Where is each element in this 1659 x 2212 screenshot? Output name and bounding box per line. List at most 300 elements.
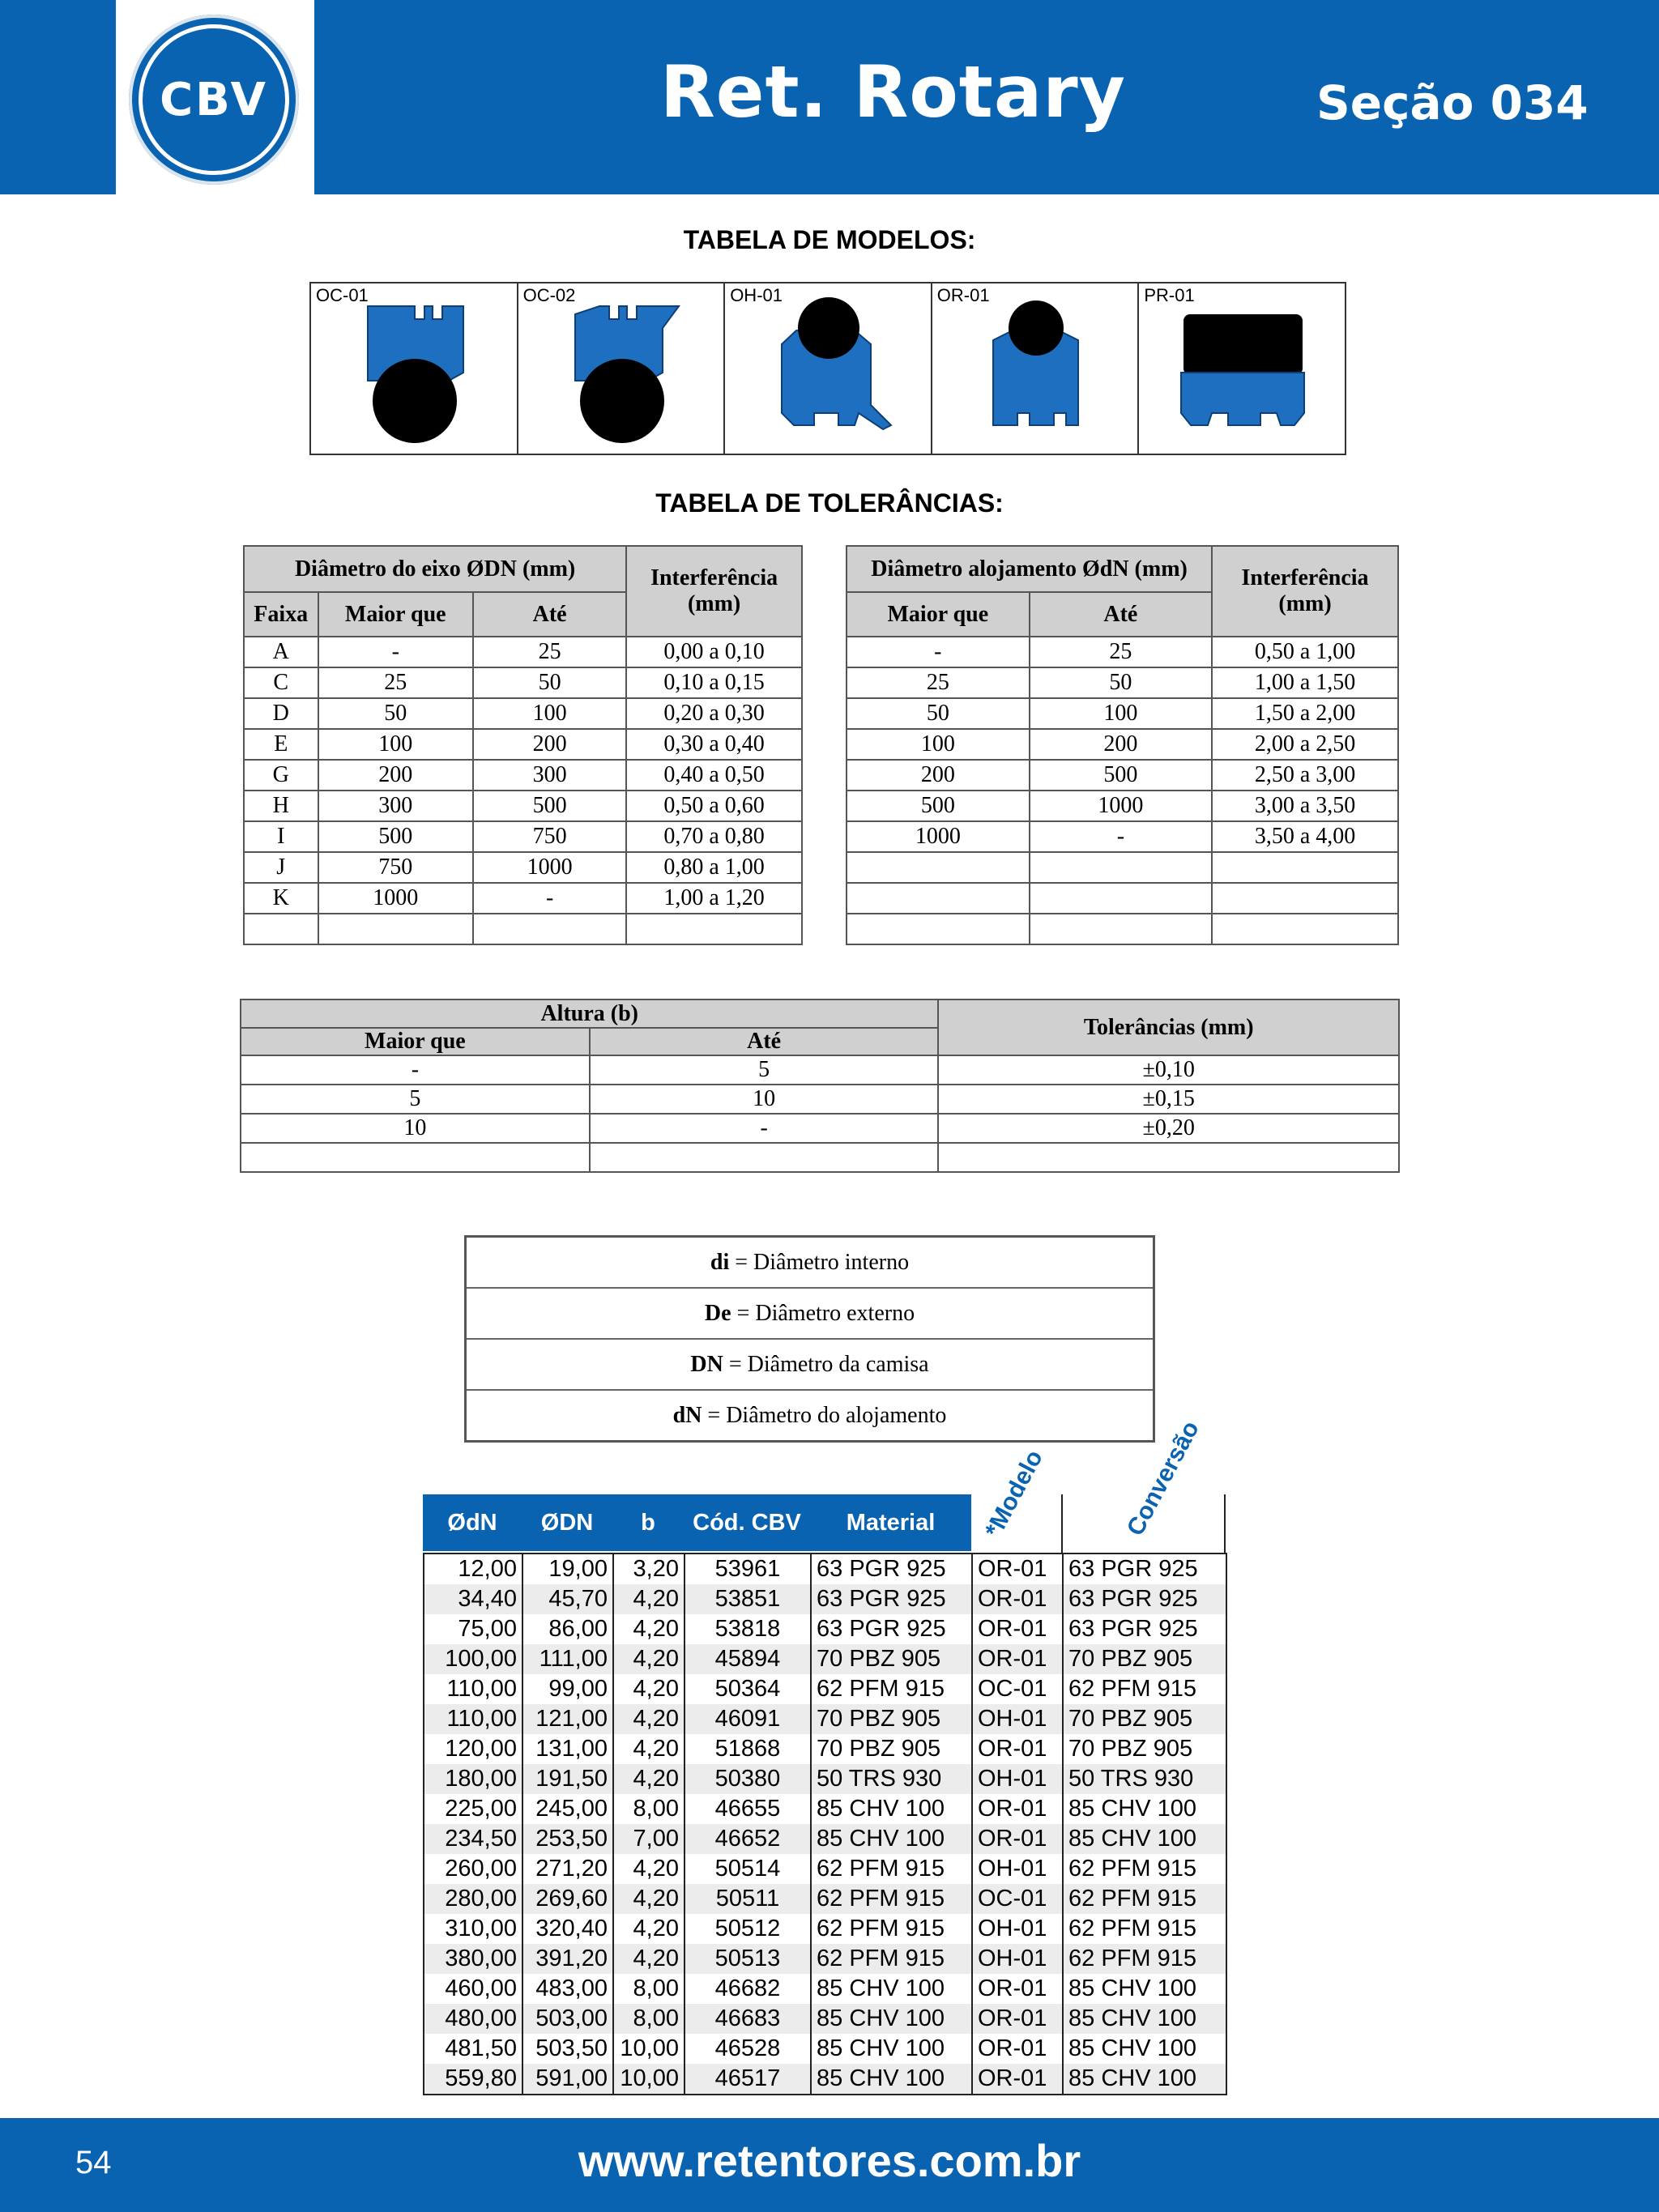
table-row: [241, 1055, 1399, 1085]
table-row: [424, 1974, 1226, 2004]
table-row: [424, 1794, 1226, 1824]
table-cell: A: [244, 637, 318, 667]
legend-abbr: DN: [690, 1352, 723, 1377]
table-cell: 25: [847, 667, 1030, 698]
header-material: Material: [846, 1510, 936, 1536]
table-row: [424, 1944, 1226, 1974]
cell-dn-housing: 460,00: [424, 1974, 522, 2004]
table-cell: 1000: [1030, 791, 1212, 821]
logo-box: [116, 0, 314, 194]
cell-dn-shaft: 111,00: [522, 1644, 613, 1674]
table-row: [424, 1764, 1226, 1794]
housing-tolerance-table: [846, 545, 1399, 945]
cell-modelo: OR-01: [972, 1614, 1063, 1644]
model-oc-02: OC-02: [518, 283, 726, 454]
table-cell: [473, 914, 626, 944]
cell-dn-housing: 280,00: [424, 1884, 522, 1914]
page-number: 54: [75, 2145, 112, 2180]
table-cell: H: [244, 791, 318, 821]
table-cell: 3,00 a 3,50: [1212, 791, 1398, 821]
table-cell: [241, 1143, 590, 1172]
legend-item: [467, 1238, 1153, 1289]
table-row: [424, 2004, 1226, 2034]
cell-cod-cbv: 46682: [684, 1974, 811, 2004]
table-cell: 0,80 a 1,00: [626, 852, 802, 883]
table-row: [424, 1824, 1226, 1854]
pr-01-profile-icon: [1139, 283, 1344, 454]
cell-modelo: OR-01: [972, 2034, 1063, 2064]
table-row: [424, 1614, 1226, 1644]
cell-b: 7,00: [613, 1824, 684, 1854]
col-faixa: Faixa: [244, 592, 318, 637]
cell-conversao: 62 PFM 915: [1063, 1914, 1226, 1944]
table-row: [244, 637, 802, 667]
table-row: [424, 1674, 1226, 1704]
cell-b: 4,20: [613, 1704, 684, 1734]
table-cell: 0,50 a 1,00: [1212, 637, 1398, 667]
table-cell: 1,00 a 1,50: [1212, 667, 1398, 698]
cell-material: 85 CHV 100: [811, 2064, 972, 2095]
cell-dn-housing: 34,40: [424, 1584, 522, 1614]
model-or-01: OR-01: [932, 283, 1140, 454]
cell-modelo: OR-01: [972, 1824, 1063, 1854]
cell-modelo: OH-01: [972, 1764, 1063, 1794]
table-cell: ±0,15: [938, 1085, 1399, 1114]
cell-conversao: 63 PGR 925: [1063, 1584, 1226, 1614]
cell-cod-cbv: 46517: [684, 2064, 811, 2095]
cell-dn-shaft: 269,60: [522, 1884, 613, 1914]
table-row: [424, 1554, 1226, 1584]
table-cell: [938, 1143, 1399, 1172]
table-cell: D: [244, 698, 318, 729]
cell-modelo: OR-01: [972, 1584, 1063, 1614]
table-cell: 3,50 a 4,00: [1212, 821, 1398, 852]
cell-dn-shaft: 121,00: [522, 1704, 613, 1734]
legend-text: = Diâmetro da camisa: [723, 1352, 929, 1377]
cell-material: 63 PGR 925: [811, 1584, 972, 1614]
height-tol-header: Tolerâncias (mm): [938, 999, 1399, 1055]
cell-cod-cbv: 53961: [684, 1554, 811, 1584]
legend-abbr: De: [704, 1301, 731, 1326]
table-row: [424, 1644, 1226, 1674]
cell-b: 4,20: [613, 1734, 684, 1764]
page-title: Ret. Rotary: [660, 50, 1127, 134]
cell-cod-cbv: 51868: [684, 1734, 811, 1764]
oc-01-profile-icon: [311, 283, 516, 454]
table-cell: 50: [1030, 667, 1212, 698]
table-cell: J: [244, 852, 318, 883]
page-header: [0, 0, 1659, 194]
table-cell: [318, 914, 474, 944]
models-table: [309, 282, 1346, 455]
cell-b: 4,20: [613, 1644, 684, 1674]
cell-material: 63 PGR 925: [811, 1554, 972, 1584]
cell-conversao: 70 PBZ 905: [1063, 1704, 1226, 1734]
tolerances-title: TABELA DE TOLERÂNCIAS:: [655, 488, 1004, 518]
header-conversao: Conversão: [1121, 1417, 1205, 1541]
cell-b: 4,20: [613, 1674, 684, 1704]
table-cell: 50: [847, 698, 1030, 729]
table-cell: [1212, 852, 1398, 883]
cell-cod-cbv: 46091: [684, 1704, 811, 1734]
table-cell: 10: [241, 1114, 590, 1143]
header-divider: [1061, 1494, 1063, 1553]
header-modelo: *Modelo: [979, 1446, 1048, 1542]
cell-material: 62 PFM 915: [811, 1884, 972, 1914]
table-cell: 200: [847, 760, 1030, 791]
cell-cod-cbv: 46528: [684, 2034, 811, 2064]
legend-abbr: dN: [672, 1403, 702, 1428]
cell-dn-shaft: 86,00: [522, 1614, 613, 1644]
cell-modelo: OH-01: [972, 1704, 1063, 1734]
table-row: [424, 1584, 1226, 1614]
cell-dn-housing: 110,00: [424, 1674, 522, 1704]
cell-modelo: OR-01: [972, 2064, 1063, 2095]
model-oh-01: OH-01: [725, 283, 932, 454]
cell-conversao: 85 CHV 100: [1063, 2064, 1226, 2095]
cell-conversao: 62 PFM 915: [1063, 1884, 1226, 1914]
website-link[interactable]: www.retentores.com.br: [578, 2135, 1081, 2186]
height-tolerance-table: [240, 999, 1400, 1173]
or-01-profile-icon: [932, 283, 1137, 454]
col-ate: Até: [1030, 592, 1212, 637]
header-dn-shaft: ØDN: [540, 1510, 594, 1536]
cell-conversao: 62 PFM 915: [1063, 1674, 1226, 1704]
table-row: [847, 667, 1398, 698]
table-row: [244, 914, 802, 944]
cell-conversao: 63 PGR 925: [1063, 1554, 1226, 1584]
cell-material: 85 CHV 100: [811, 2004, 972, 2034]
table-cell: 0,70 a 0,80: [626, 821, 802, 852]
cell-dn-shaft: 483,00: [522, 1974, 613, 2004]
table-cell: [590, 1143, 939, 1172]
table-row: [244, 821, 802, 852]
shaft-group-header: Diâmetro do eixo ØDN (mm): [244, 546, 626, 592]
cell-material: 85 CHV 100: [811, 1824, 972, 1854]
cell-dn-shaft: 503,50: [522, 2034, 613, 2064]
cell-material: 85 CHV 100: [811, 2034, 972, 2064]
cell-dn-housing: 225,00: [424, 1794, 522, 1824]
cell-cod-cbv: 46655: [684, 1794, 811, 1824]
table-cell: [1030, 883, 1212, 914]
housing-interference-header: Interferência (mm): [1212, 546, 1398, 637]
cell-modelo: OR-01: [972, 1794, 1063, 1824]
header-dn-housing: ØdN: [447, 1510, 497, 1536]
header-cod-cbv: Cód. CBV: [693, 1510, 801, 1536]
table-cell: 100: [847, 729, 1030, 760]
table-cell: 200: [318, 760, 474, 791]
legend-text: = Diâmetro interno: [729, 1250, 910, 1275]
table-cell: 100: [318, 729, 474, 760]
cell-b: 4,20: [613, 1914, 684, 1944]
cell-material: 85 CHV 100: [811, 1794, 972, 1824]
table-cell: 200: [1030, 729, 1212, 760]
table-cell: 50: [473, 667, 626, 698]
cell-b: 3,20: [613, 1554, 684, 1584]
table-cell: 200: [473, 729, 626, 760]
table-row: [847, 791, 1398, 821]
cell-b: 4,20: [613, 1614, 684, 1644]
table-cell: 500: [847, 791, 1030, 821]
cell-material: 63 PGR 925: [811, 1614, 972, 1644]
table-cell: 0,30 a 0,40: [626, 729, 802, 760]
table-row: [244, 791, 802, 821]
cell-dn-housing: 120,00: [424, 1734, 522, 1764]
table-row: [424, 1884, 1226, 1914]
cell-b: 10,00: [613, 2034, 684, 2064]
cell-modelo: OC-01: [972, 1674, 1063, 1704]
cell-b: 4,20: [613, 1884, 684, 1914]
cell-dn-shaft: 191,50: [522, 1764, 613, 1794]
table-row: [424, 2034, 1226, 2064]
table-cell: 2,00 a 2,50: [1212, 729, 1398, 760]
col-ate: Até: [473, 592, 626, 637]
table-cell: [847, 852, 1030, 883]
legend-abbr: di: [710, 1250, 730, 1275]
cell-dn-housing: 380,00: [424, 1944, 522, 1974]
cell-dn-housing: 110,00: [424, 1704, 522, 1734]
table-cell: 100: [473, 698, 626, 729]
table-cell: 0,50 a 0,60: [626, 791, 802, 821]
cell-conversao: 62 PFM 915: [1063, 1944, 1226, 1974]
legend-text: = Diâmetro do alojamento: [702, 1403, 947, 1428]
cell-dn-shaft: 320,40: [522, 1914, 613, 1944]
cell-conversao: 63 PGR 925: [1063, 1614, 1226, 1644]
cell-dn-shaft: 131,00: [522, 1734, 613, 1764]
cell-modelo: OC-01: [972, 1884, 1063, 1914]
cell-cod-cbv: 53851: [684, 1584, 811, 1614]
cell-cod-cbv: 45894: [684, 1644, 811, 1674]
cell-dn-shaft: 271,20: [522, 1854, 613, 1884]
cell-dn-housing: 100,00: [424, 1644, 522, 1674]
cell-b: 4,20: [613, 1584, 684, 1614]
cell-dn-shaft: 19,00: [522, 1554, 613, 1584]
cell-dn-housing: 75,00: [424, 1614, 522, 1644]
cell-conversao: 62 PFM 915: [1063, 1854, 1226, 1884]
cbv-logo: [129, 15, 299, 185]
cell-cod-cbv: 46652: [684, 1824, 811, 1854]
legend-box: [464, 1235, 1155, 1443]
table-cell: 500: [473, 791, 626, 821]
cell-cod-cbv: 50514: [684, 1854, 811, 1884]
table-row: [244, 729, 802, 760]
table-cell: 25: [1030, 637, 1212, 667]
table-cell: [244, 914, 318, 944]
table-cell: 750: [318, 852, 474, 883]
legend-item: [467, 1340, 1153, 1391]
cell-b: 8,00: [613, 1974, 684, 2004]
cell-b: 10,00: [613, 2064, 684, 2095]
table-row: [424, 1854, 1226, 1884]
table-cell: 300: [318, 791, 474, 821]
cell-modelo: OR-01: [972, 1644, 1063, 1674]
cell-dn-shaft: 253,50: [522, 1824, 613, 1854]
table-cell: 1,00 a 1,20: [626, 883, 802, 914]
table-cell: G: [244, 760, 318, 791]
height-group-header: Altura (b): [241, 999, 938, 1028]
table-cell: 750: [473, 821, 626, 852]
table-cell: -: [590, 1114, 939, 1143]
cell-cod-cbv: 46683: [684, 2004, 811, 2034]
table-row: [244, 667, 802, 698]
table-row: [847, 852, 1398, 883]
table-cell: 500: [1030, 760, 1212, 791]
cell-cod-cbv: 53818: [684, 1614, 811, 1644]
table-row: [847, 637, 1398, 667]
table-cell: [1212, 914, 1398, 944]
cell-dn-housing: 260,00: [424, 1854, 522, 1884]
cell-dn-shaft: 591,00: [522, 2064, 613, 2095]
cell-conversao: 50 TRS 930: [1063, 1764, 1226, 1794]
cell-conversao: 70 PBZ 905: [1063, 1644, 1226, 1674]
cell-dn-shaft: 245,00: [522, 1794, 613, 1824]
cell-material: 70 PBZ 905: [811, 1704, 972, 1734]
table-cell: -: [473, 883, 626, 914]
cell-cod-cbv: 50364: [684, 1674, 811, 1704]
table-cell: [847, 883, 1030, 914]
cell-conversao: 85 CHV 100: [1063, 1794, 1226, 1824]
legend-item: [467, 1391, 1153, 1440]
table-cell: 5: [590, 1055, 939, 1085]
table-cell: 5: [241, 1085, 590, 1114]
cell-dn-shaft: 391,20: [522, 1944, 613, 1974]
table-cell: -: [1030, 821, 1212, 852]
logo-text: CBV: [160, 73, 268, 126]
section-label: Seção 034: [1316, 75, 1589, 130]
table-row: [847, 821, 1398, 852]
cell-b: 4,20: [613, 1764, 684, 1794]
cell-material: 85 CHV 100: [811, 1974, 972, 2004]
table-row: [847, 698, 1398, 729]
table-cell: C: [244, 667, 318, 698]
cell-material: 62 PFM 915: [811, 1914, 972, 1944]
table-cell: 50: [318, 698, 474, 729]
cell-conversao: 85 CHV 100: [1063, 2034, 1226, 2064]
table-cell: I: [244, 821, 318, 852]
cell-dn-housing: 559,80: [424, 2064, 522, 2095]
cell-dn-shaft: 45,70: [522, 1584, 613, 1614]
cell-modelo: OR-01: [972, 1974, 1063, 2004]
cell-conversao: 85 CHV 100: [1063, 1824, 1226, 1854]
table-cell: 1000: [473, 852, 626, 883]
table-cell: 1000: [847, 821, 1030, 852]
table-cell: [1030, 914, 1212, 944]
cell-material: 70 PBZ 905: [811, 1644, 972, 1674]
shaft-interference-header: Interferência (mm): [626, 546, 802, 637]
col-maior-que: Maior que: [241, 1028, 590, 1055]
table-cell: [847, 914, 1030, 944]
cell-modelo: OR-01: [972, 1734, 1063, 1764]
table-row: [241, 1085, 1399, 1114]
cell-modelo: OH-01: [972, 1944, 1063, 1974]
table-row: [847, 760, 1398, 791]
table-row: [424, 1704, 1226, 1734]
cell-b: 4,20: [613, 1854, 684, 1884]
table-cell: 500: [318, 821, 474, 852]
table-cell: -: [241, 1055, 590, 1085]
table-cell: 2,50 a 3,00: [1212, 760, 1398, 791]
cell-modelo: OH-01: [972, 1854, 1063, 1884]
cell-dn-housing: 310,00: [424, 1914, 522, 1944]
table-cell: 25: [473, 637, 626, 667]
table-cell: 0,00 a 0,10: [626, 637, 802, 667]
table-row: [241, 1143, 1399, 1172]
cell-modelo: OR-01: [972, 2004, 1063, 2034]
cell-conversao: 70 PBZ 905: [1063, 1734, 1226, 1764]
table-row: [244, 698, 802, 729]
cell-dn-shaft: 503,00: [522, 2004, 613, 2034]
table-row: [244, 883, 802, 914]
col-maior-que: Maior que: [318, 592, 474, 637]
cell-b: 8,00: [613, 2004, 684, 2034]
table-cell: [1030, 852, 1212, 883]
cell-cod-cbv: 50380: [684, 1764, 811, 1794]
cell-material: 70 PBZ 905: [811, 1734, 972, 1764]
cell-dn-housing: 234,50: [424, 1824, 522, 1854]
oh-01-profile-icon: [725, 283, 930, 454]
table-row: [244, 760, 802, 791]
table-row: [424, 1914, 1226, 1944]
models-title: TABELA DE MODELOS:: [683, 225, 976, 254]
table-row: [847, 729, 1398, 760]
cell-material: 50 TRS 930: [811, 1764, 972, 1794]
cell-dn-housing: 12,00: [424, 1554, 522, 1584]
table-row: [847, 914, 1398, 944]
legend-item: [467, 1289, 1153, 1340]
cell-dn-housing: 481,50: [424, 2034, 522, 2064]
table-cell: 0,20 a 0,30: [626, 698, 802, 729]
cell-b: 4,20: [613, 1944, 684, 1974]
table-cell: 1,50 a 2,00: [1212, 698, 1398, 729]
shaft-tolerance-table: [243, 545, 803, 945]
table-cell: -: [318, 637, 474, 667]
cell-material: 62 PFM 915: [811, 1674, 972, 1704]
header-divider: [1224, 1494, 1226, 1553]
table-cell: E: [244, 729, 318, 760]
table-cell: 100: [1030, 698, 1212, 729]
cell-dn-housing: 480,00: [424, 2004, 522, 2034]
table-row: [424, 1734, 1226, 1764]
table-cell: 1000: [318, 883, 474, 914]
table-cell: 10: [590, 1085, 939, 1114]
table-cell: 0,40 a 0,50: [626, 760, 802, 791]
col-maior-que: Maior que: [847, 592, 1030, 637]
table-cell: K: [244, 883, 318, 914]
model-oc-01: OC-01: [311, 283, 518, 454]
table-cell: 300: [473, 760, 626, 791]
table-cell: ±0,20: [938, 1114, 1399, 1143]
oc-02-profile-icon: [518, 283, 723, 454]
cell-dn-shaft: 99,00: [522, 1674, 613, 1704]
table-cell: [1212, 883, 1398, 914]
cell-conversao: 85 CHV 100: [1063, 2004, 1226, 2034]
cell-cod-cbv: 50513: [684, 1944, 811, 1974]
table-cell: ±0,10: [938, 1055, 1399, 1085]
table-row: [241, 1114, 1399, 1143]
cell-b: 8,00: [613, 1794, 684, 1824]
cell-dn-housing: 180,00: [424, 1764, 522, 1794]
table-cell: 0,10 a 0,15: [626, 667, 802, 698]
table-row: [424, 2064, 1226, 2095]
table-row: [847, 883, 1398, 914]
cell-modelo: OH-01: [972, 1914, 1063, 1944]
cell-material: 62 PFM 915: [811, 1944, 972, 1974]
model-pr-01: PR-01: [1139, 283, 1345, 454]
table-cell: 25: [318, 667, 474, 698]
legend-text: = Diâmetro externo: [731, 1301, 915, 1326]
table-cell: [626, 914, 802, 944]
cell-cod-cbv: 50511: [684, 1884, 811, 1914]
